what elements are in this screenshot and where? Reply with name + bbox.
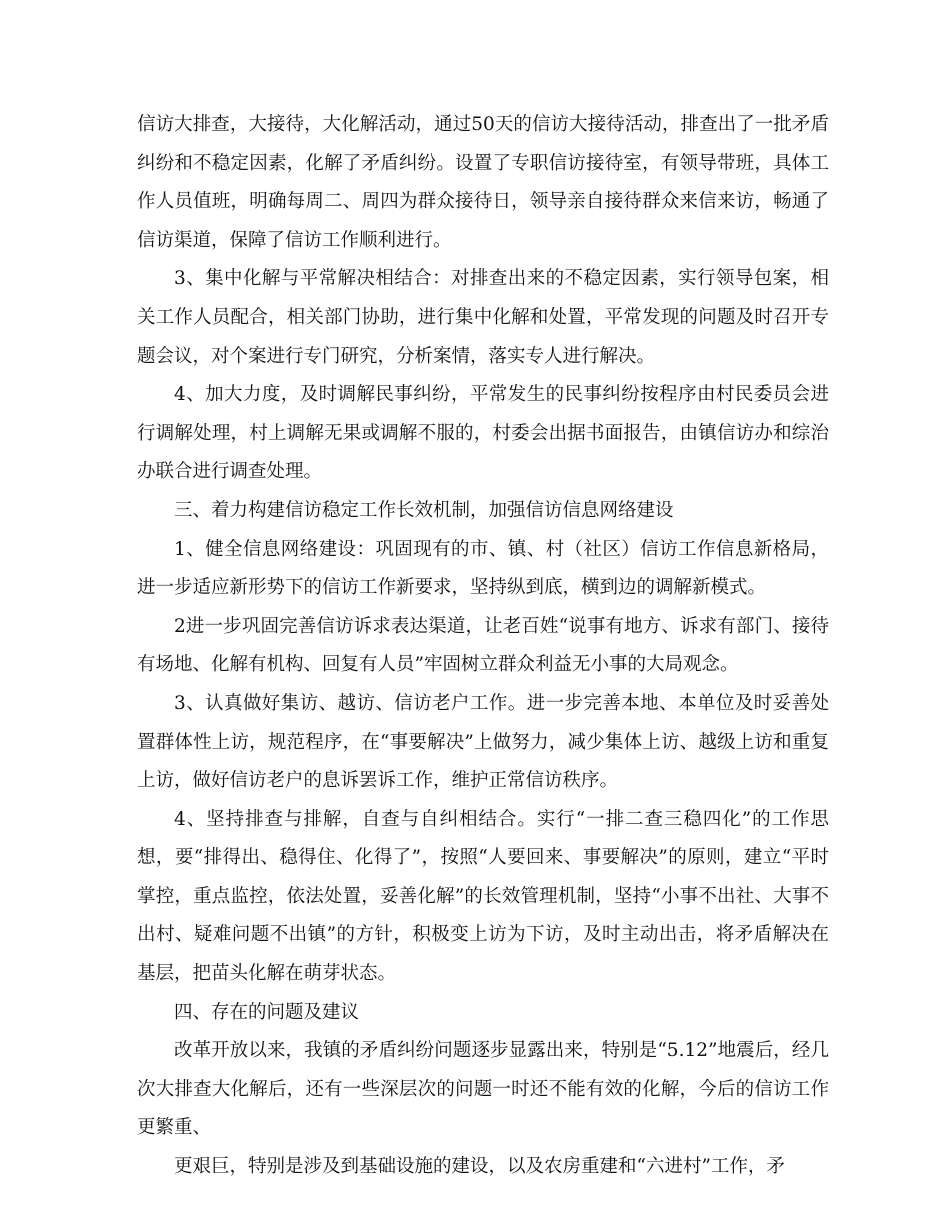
paragraph-item-1-network-construction: 1、健全信息网络建设：巩固现有的市、镇、村（社区）信访工作信息新格局，进一步适应新形势下的信访工作新要求，坚持纵到底，横到边的调解新模式。 bbox=[137, 538, 829, 599]
paragraph-item-2-channels: 2进一步巩固完善信访诉求表达渠道，让老百姓“说事有地方、诉求有部门、接待有场地、化解有机构、回复有人员”牢固树立群众利益无小事的大局观念。 bbox=[137, 615, 829, 676]
paragraph-item-4-civil-dispute-mediation: 4、加大力度，及时调解民事纠纷，平常发生的民事纠纷按程序由村民委员会进行调解处理，村上调解无果或调解不服的，村委会出据书面报告，由镇信访办和综治办联合进行调查处理。 bbox=[137, 384, 829, 483]
section-heading-3: 三、着力构建信访稳定工作长效机制，加强信访信息网络建设 bbox=[174, 499, 674, 521]
paragraph-item-3-centralized-resolution: 3、集中化解与平常解决相结合：对排查出来的不稳定因素，实行领导包案，相关工作人员配合，相关部门协助，进行集中化解和处置，平常发现的问题及时召开专题会议，对个案进行专门研究，分析案情，落实专人进行解决。 bbox=[137, 268, 829, 367]
paragraph-problems: 改革开放以来，我镇的矛盾纠纷问题逐步显露出来，特别是“5.12”地震后，经几次大排查大化解后，还有一些深层次的问题一时还不能有效的化解，今后的信访工作更繁重、 bbox=[137, 1040, 829, 1139]
paragraph-continued: 信访大排查，大接待，大化解活动，通过50天的信访大接待活动，排查出了一批矛盾纠纷和不稳定因素，化解了矛盾纠纷。设置了专职信访接待室，有领导带班，具体工作人员值班，明确每周二、周四为群众接待日，领导亲自接待群众来信来访，畅通了信访渠道，保障了信访工作顺利进行。 bbox=[137, 114, 829, 251]
paragraph-item-4-investigation: 4、坚持排查与排解，自查与自纠相结合。实行“一排二查三稳四化”的工作思想，要“排得出、稳得住、化得了”，按照“人要回来、事要解决”的原则，建立“平时掌控，重点监控，依法处置，妥善化解”的长效管理机制，坚持“小事不出社、大事不出村、疑难问题不出镇”的方针，积极变上访为下访，及时主动出击，将矛盾解决在基层，把苗头化解在萌芽状态。 bbox=[137, 808, 829, 985]
document-body bbox=[137, 106, 829, 1187]
paragraph-problems-continued: 更艰巨，特别是涉及到基础设施的建设，以及农房重建和“六进村”工作，矛 bbox=[174, 1156, 785, 1178]
section-heading-4: 四、存在的问题及建议 bbox=[174, 1001, 360, 1023]
paragraph-item-3-collective-petitions: 3、认真做好集访、越访、信访老户工作。进一步完善本地、本单位及时妥善处置群体性上访，规范程序，在“事要解决”上做努力，减少集体上访、越级上访和重复上访，做好信访老户的息诉罢诉工作，维护正常信访秩序。 bbox=[137, 692, 829, 792]
